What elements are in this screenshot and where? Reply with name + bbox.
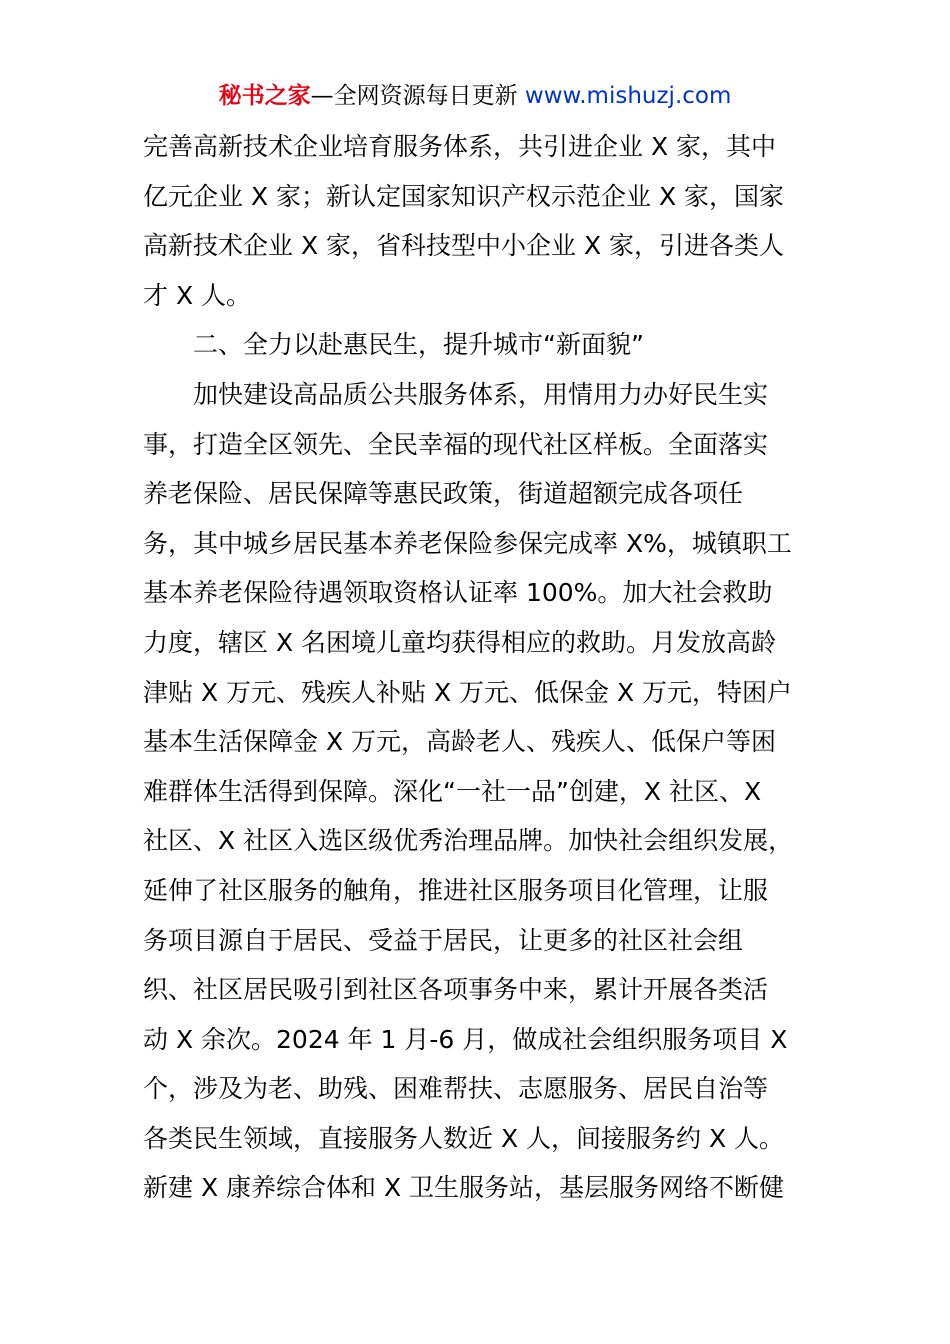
site-url-link[interactable]: www.mishuzj.com [524, 83, 732, 109]
section-heading: 二、全力以赴惠民生，提升城市“新面貌” [193, 330, 644, 360]
site-header [0, 80, 950, 112]
text-line: 难群体生活得到保障。深化“一社一品”创建，X 社区、X [143, 776, 762, 806]
text-line: 织、社区居民吸引到社区各项事务中来，累计开展各类活 [143, 975, 769, 1005]
text-line: 基本生活保障金 X 万元，高龄老人、残疾人、低保户等困 [143, 727, 777, 757]
document-body [143, 122, 813, 1213]
text-line: 养老保险、居民保障等惠民政策，街道超额完成各项任 [143, 479, 744, 509]
text-line: 新建 X 康养综合体和 X 卫生服务站，基层服务网络不断健 [143, 1173, 785, 1203]
text-line: 延伸了社区服务的触角，推进社区服务项目化管理，让服 [143, 875, 769, 905]
header-tagline: —全网资源每日更新 [310, 83, 518, 109]
text-line: 才 X 人。 [143, 280, 252, 310]
text-line: 务，其中城乡居民基本养老保险参保完成率 X%，城镇职工 [143, 528, 792, 558]
text-line: 亿元企业 X 家；新认定国家知识产权示范企业 X 家，国家 [143, 181, 785, 211]
text-line: 津贴 X 万元、残疾人补贴 X 万元、低保金 X 万元，特困户 [143, 677, 793, 707]
text-line: 事，打造全区领先、全民幸福的现代社区样板。全面落实 [143, 429, 769, 459]
text-line: 加快建设高品质公共服务体系，用情用力办好民生实 [193, 379, 769, 409]
text-line: 高新技术企业 X 家，省科技型中小企业 X 家，引进各类人 [143, 231, 785, 261]
text-line: 力度，辖区 X 名困境儿童均获得相应的救助。月发放高龄 [143, 627, 777, 657]
text-line: 各类民生领域，直接服务人数近 X 人，间接服务约 X 人。 [143, 1123, 785, 1153]
text-line: 社区、X 社区入选区级优秀治理品牌。加快社会组织发展， [143, 826, 794, 856]
text-line: 务项目源自于居民、受益于居民，让更多的社区社会组 [143, 925, 744, 955]
text-line: 基本养老保险待遇领取资格认证率 100%。加大社会救助 [143, 578, 773, 608]
text-line: 完善高新技术企业培育服务体系，共引进企业 X 家，其中 [143, 132, 777, 161]
text-line: 个，涉及为老、助残、困难帮扶、志愿服务、居民自治等 [143, 1074, 769, 1104]
brand-name: 秘书之家 [218, 83, 311, 109]
text-line: 动 X 余次。2024 年 1 月-6 月，做成社会组织服务项目 X [143, 1024, 788, 1054]
